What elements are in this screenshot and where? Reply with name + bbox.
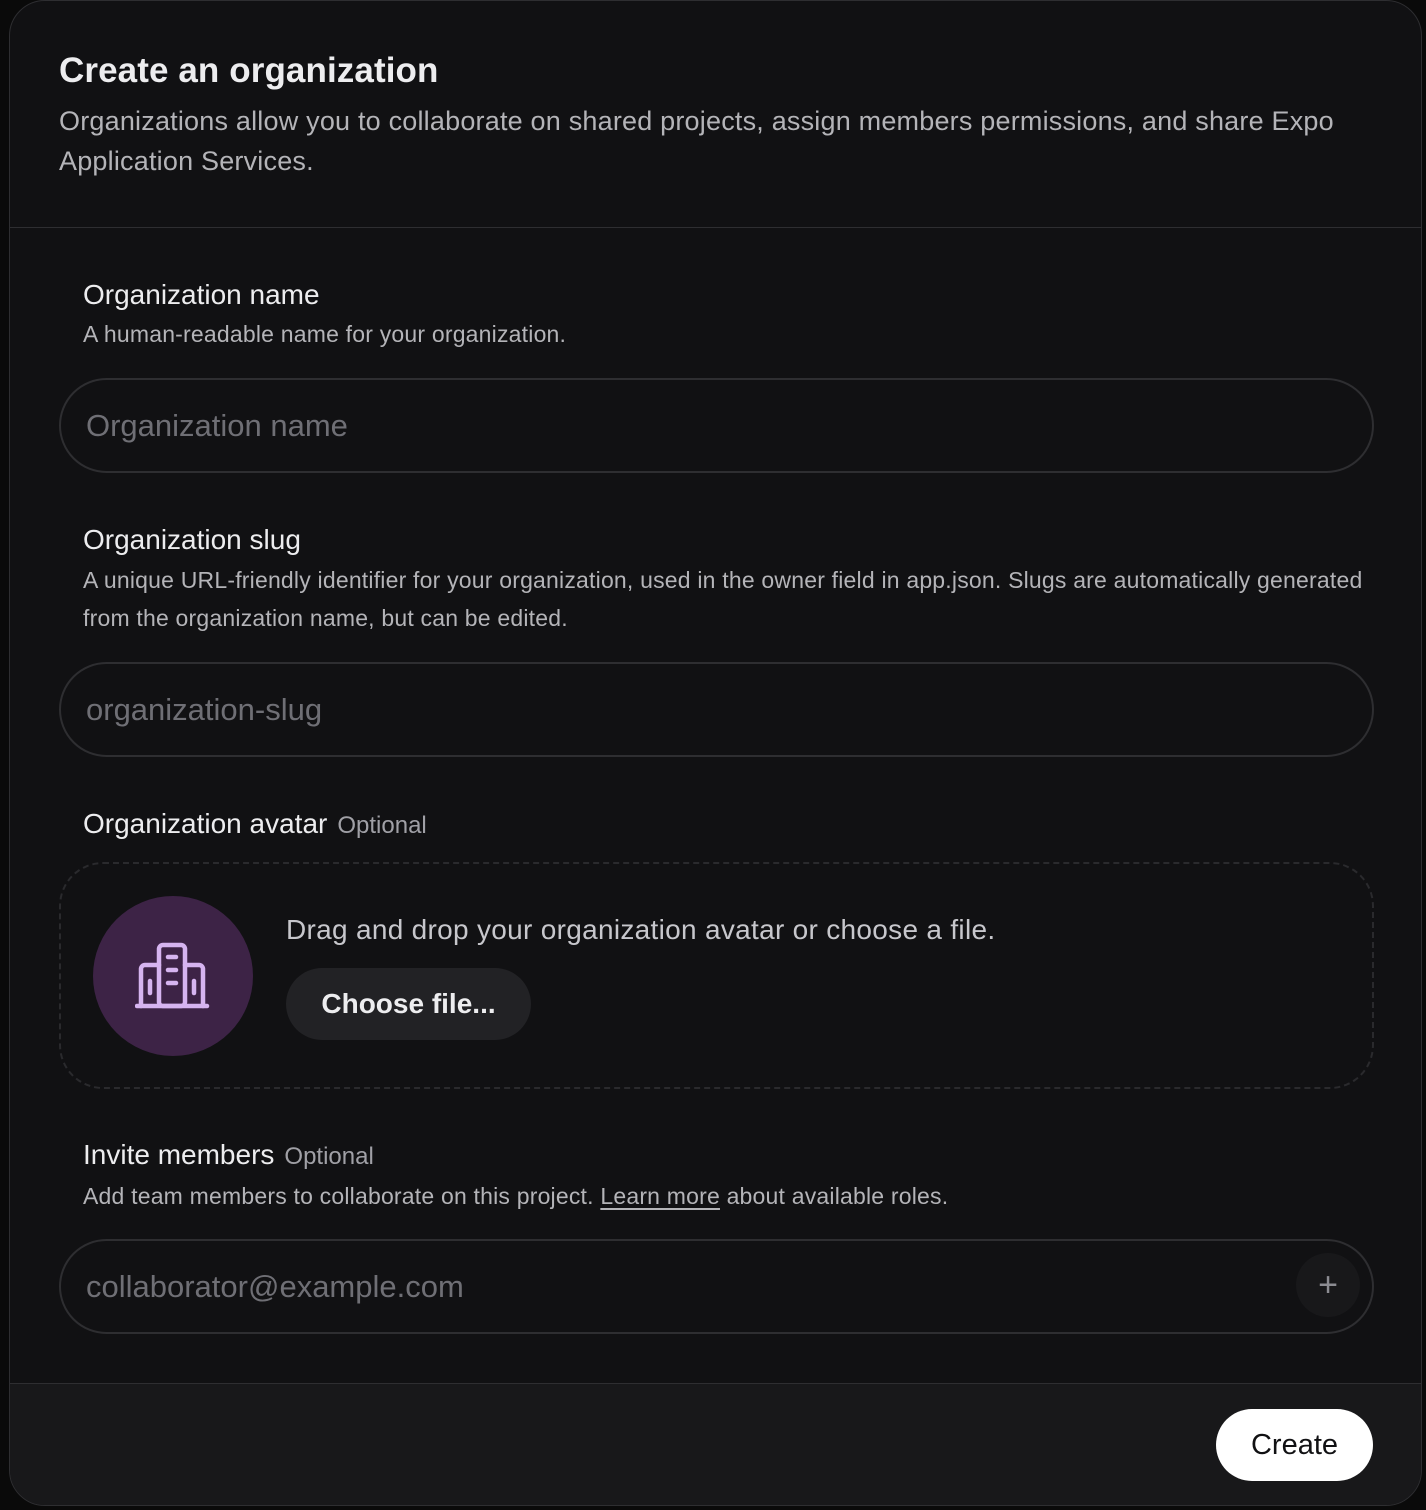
add-member-button[interactable] [1296, 1253, 1360, 1317]
invite-email-input[interactable] [59, 1239, 1374, 1334]
org-slug-input[interactable] [59, 662, 1374, 757]
avatar-preview [93, 896, 253, 1056]
dialog-footer [10, 1383, 1421, 1505]
invite-label-row [83, 1139, 374, 1171]
invite-description-suffix: about available roles. [726, 1183, 949, 1209]
building-icon [135, 941, 211, 1011]
choose-file-button[interactable]: Choose file... [286, 968, 531, 1040]
dialog-subtitle: Organizations allow you to collaborate on shared projects, assign members permissions, and share Expo Application Services. [59, 106, 1334, 176]
org-slug-description: A unique URL-friendly identifier for your organization, used in the owner field in app.json. Slugs are automatically generated from the organization name, but can be edited. [83, 567, 1363, 631]
avatar-dropzone[interactable] [59, 862, 1374, 1089]
invite-input-group [59, 1239, 1374, 1334]
optional-tag: Optional [337, 812, 427, 839]
invite-label: Invite members [83, 1139, 275, 1170]
learn-more-link[interactable]: Learn more [600, 1183, 720, 1209]
org-avatar-label-row [83, 808, 427, 840]
create-organization-dialog [9, 0, 1422, 1506]
invite-description [83, 1177, 1373, 1215]
invite-description-text: Add team members to collaborate on this project. [83, 1183, 594, 1209]
org-name-description: A human-readable name for your organization. [83, 321, 567, 347]
org-name-label: Organization name [83, 279, 320, 310]
create-button[interactable]: Create [1216, 1409, 1373, 1481]
org-avatar-label: Organization avatar [83, 808, 328, 839]
dropzone-instructions: Drag and drop your organization avatar or choose a file. [286, 914, 996, 945]
plus-icon: + [1318, 1266, 1338, 1304]
dialog-header [10, 1, 1421, 228]
org-slug-label: Organization slug [83, 524, 301, 555]
org-name-input[interactable] [59, 378, 1374, 473]
optional-tag: Optional [284, 1143, 374, 1170]
dialog-title: Create an organization [59, 51, 439, 90]
